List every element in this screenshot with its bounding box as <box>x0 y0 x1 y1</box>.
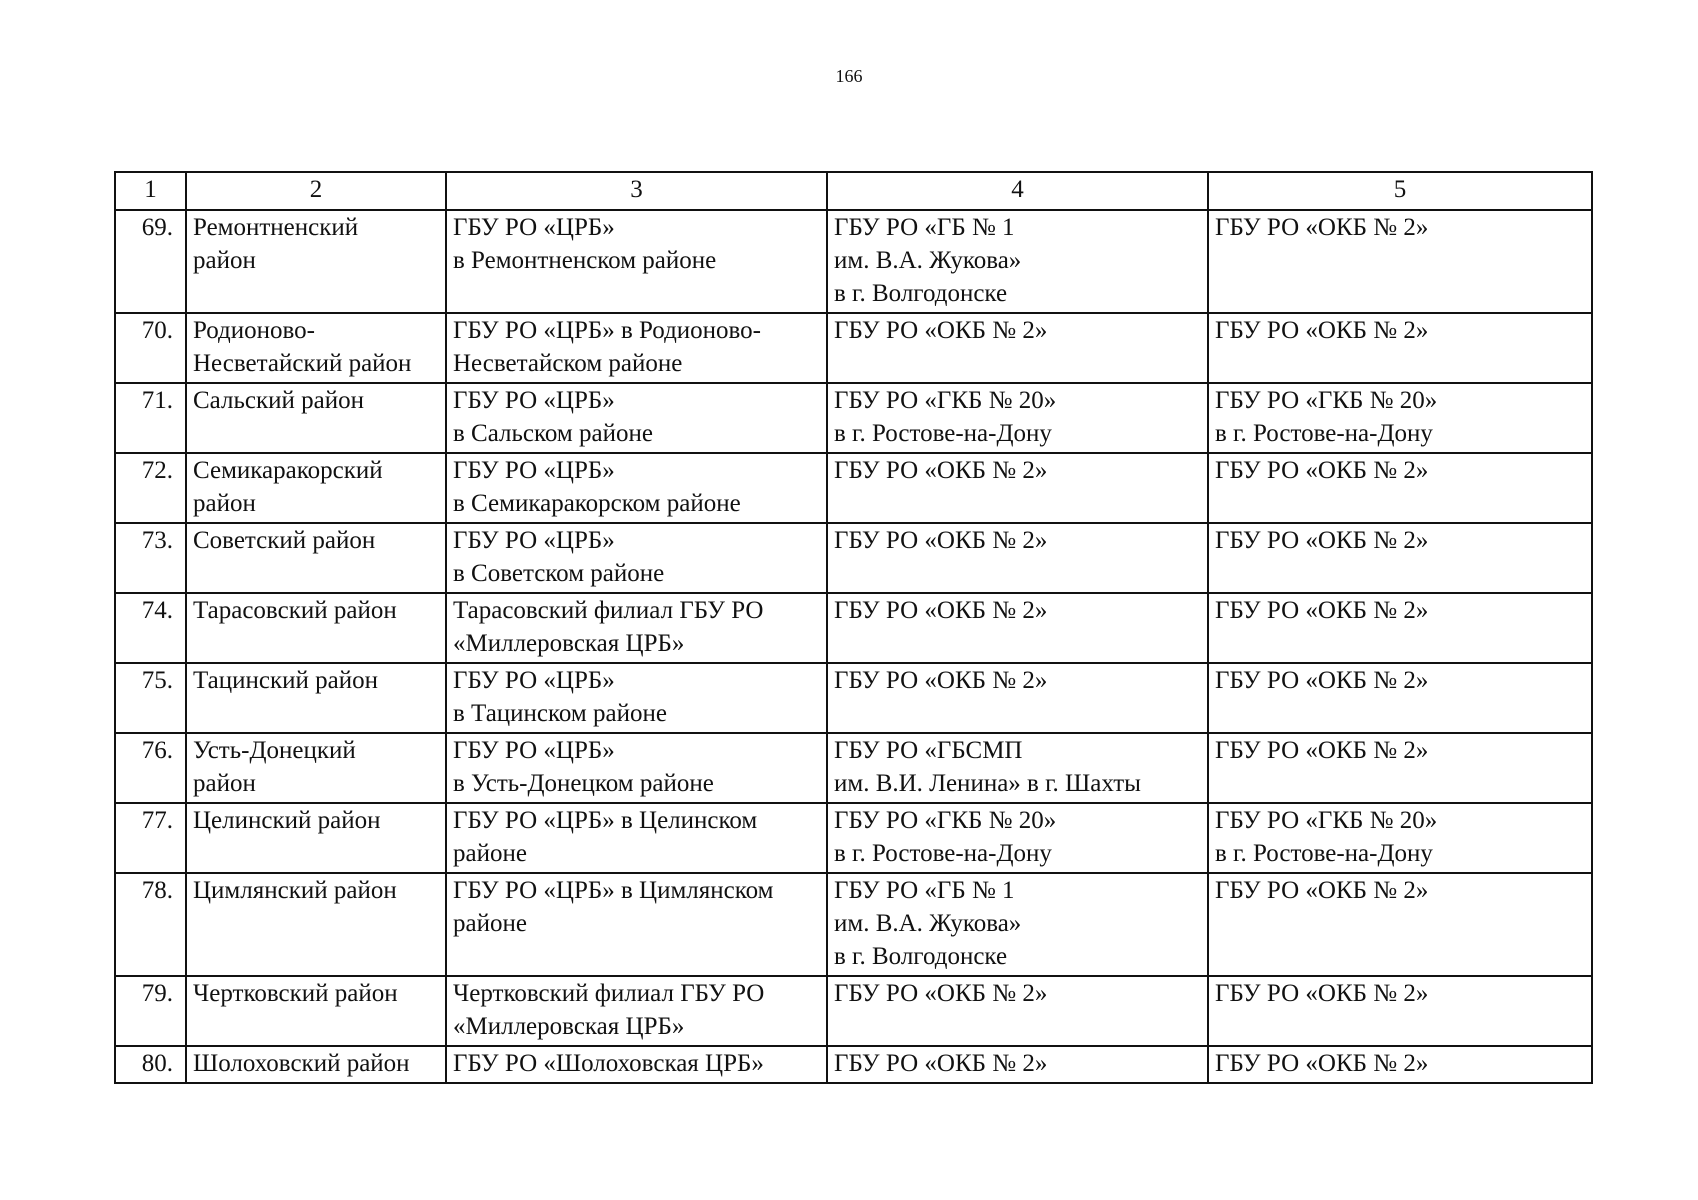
hospital-routing-table <box>114 171 1593 1084</box>
column-header-1: 1 <box>115 172 186 210</box>
hospital-cell-col5: ГБУ РО «ОКБ № 2» <box>1208 1046 1592 1083</box>
crb-cell: ГБУ РО «Шолоховская ЦРБ» <box>446 1046 827 1083</box>
hospital-cell-col5: ГБУ РО «ОКБ № 2» <box>1208 523 1592 593</box>
hospital-cell-col4: ГБУ РО «ОКБ № 2» <box>827 593 1208 663</box>
column-header-2: 2 <box>186 172 446 210</box>
hospital-cell-col5: ГБУ РО «ОКБ № 2» <box>1208 593 1592 663</box>
district-cell: Целинский район <box>186 803 446 873</box>
column-header-3: 3 <box>446 172 827 210</box>
hospital-cell-col5: ГБУ РО «ОКБ № 2» <box>1208 873 1592 976</box>
crb-cell: Тарасовский филиал ГБУ РО «Миллеровская ЦРБ» <box>446 593 827 663</box>
column-header-4: 4 <box>827 172 1208 210</box>
hospital-cell-col5: ГБУ РО «ОКБ № 2» <box>1208 313 1592 383</box>
district-cell: Родионово- Несветайский район <box>186 313 446 383</box>
row-number: 73. <box>115 523 186 593</box>
district-cell: Советский район <box>186 523 446 593</box>
hospital-cell-col4: ГБУ РО «ГКБ № 20» в г. Ростове-на-Дону <box>827 383 1208 453</box>
district-cell: Усть-Донецкий район <box>186 733 446 803</box>
hospital-cell-col4: ГБУ РО «ГБ № 1 им. В.А. Жукова» в г. Волгодонске <box>827 210 1208 313</box>
crb-cell: ГБУ РО «ЦРБ» в Ремонтненском районе <box>446 210 827 313</box>
hospital-cell-col4: ГБУ РО «ОКБ № 2» <box>827 523 1208 593</box>
crb-cell: ГБУ РО «ЦРБ» в Тацинском районе <box>446 663 827 733</box>
district-cell: Ремонтненский район <box>186 210 446 313</box>
hospital-cell-col5: ГБУ РО «ОКБ № 2» <box>1208 453 1592 523</box>
header-row <box>115 172 1592 210</box>
row-number: 70. <box>115 313 186 383</box>
table-row <box>115 593 1592 663</box>
crb-cell: ГБУ РО «ЦРБ» в Родионово- Несветайском районе <box>446 313 827 383</box>
crb-cell: Чертковский филиал ГБУ РО «Миллеровская ЦРБ» <box>446 976 827 1046</box>
row-number: 71. <box>115 383 186 453</box>
hospital-cell-col5: ГБУ РО «ОКБ № 2» <box>1208 210 1592 313</box>
hospital-cell-col5: ГБУ РО «ГКБ № 20» в г. Ростове-на-Дону <box>1208 383 1592 453</box>
hospital-cell-col4: ГБУ РО «ОКБ № 2» <box>827 976 1208 1046</box>
crb-cell: ГБУ РО «ЦРБ» в Цимлянском районе <box>446 873 827 976</box>
table-row <box>115 873 1592 976</box>
district-cell: Чертковский район <box>186 976 446 1046</box>
row-number: 80. <box>115 1046 186 1083</box>
table-row <box>115 210 1592 313</box>
row-number: 77. <box>115 803 186 873</box>
crb-cell: ГБУ РО «ЦРБ» в Усть-Донецком районе <box>446 733 827 803</box>
table-row <box>115 1046 1592 1083</box>
row-number: 72. <box>115 453 186 523</box>
hospital-cell-col4: ГБУ РО «ОКБ № 2» <box>827 453 1208 523</box>
crb-cell: ГБУ РО «ЦРБ» в Сальском районе <box>446 383 827 453</box>
hospital-cell-col4: ГБУ РО «ОКБ № 2» <box>827 1046 1208 1083</box>
table-body <box>115 210 1592 1083</box>
district-cell: Сальский район <box>186 383 446 453</box>
table-row <box>115 383 1592 453</box>
hospital-cell-col4: ГБУ РО «ГБСМП им. В.И. Ленина» в г. Шахты <box>827 733 1208 803</box>
district-cell: Семикаракорский район <box>186 453 446 523</box>
column-header-5: 5 <box>1208 172 1592 210</box>
district-cell: Тацинский район <box>186 663 446 733</box>
hospital-cell-col5: ГБУ РО «ГКБ № 20» в г. Ростове-на-Дону <box>1208 803 1592 873</box>
hospital-cell-col5: ГБУ РО «ОКБ № 2» <box>1208 663 1592 733</box>
hospital-cell-col4: ГБУ РО «ГКБ № 20» в г. Ростове-на-Дону <box>827 803 1208 873</box>
hospital-cell-col4: ГБУ РО «ОКБ № 2» <box>827 313 1208 383</box>
district-cell: Тарасовский район <box>186 593 446 663</box>
hospital-cell-col5: ГБУ РО «ОКБ № 2» <box>1208 976 1592 1046</box>
hospital-cell-col4: ГБУ РО «ГБ № 1 им. В.А. Жукова» в г. Волгодонске <box>827 873 1208 976</box>
row-number: 75. <box>115 663 186 733</box>
table-header <box>115 172 1592 210</box>
crb-cell: ГБУ РО «ЦРБ» в Целинском районе <box>446 803 827 873</box>
district-cell: Цимлянский район <box>186 873 446 976</box>
table-row <box>115 976 1592 1046</box>
page-number: 166 <box>835 66 863 86</box>
table-row <box>115 803 1592 873</box>
table-row <box>115 663 1592 733</box>
row-number: 74. <box>115 593 186 663</box>
table-row <box>115 523 1592 593</box>
crb-cell: ГБУ РО «ЦРБ» в Советском районе <box>446 523 827 593</box>
table-row <box>115 453 1592 523</box>
hospital-cell-col5: ГБУ РО «ОКБ № 2» <box>1208 733 1592 803</box>
row-number: 69. <box>115 210 186 313</box>
row-number: 76. <box>115 733 186 803</box>
hospital-cell-col4: ГБУ РО «ОКБ № 2» <box>827 663 1208 733</box>
district-cell: Шолоховский район <box>186 1046 446 1083</box>
row-number: 79. <box>115 976 186 1046</box>
row-number: 78. <box>115 873 186 976</box>
table-row <box>115 733 1592 803</box>
table-row <box>115 313 1592 383</box>
crb-cell: ГБУ РО «ЦРБ» в Семикаракорском районе <box>446 453 827 523</box>
